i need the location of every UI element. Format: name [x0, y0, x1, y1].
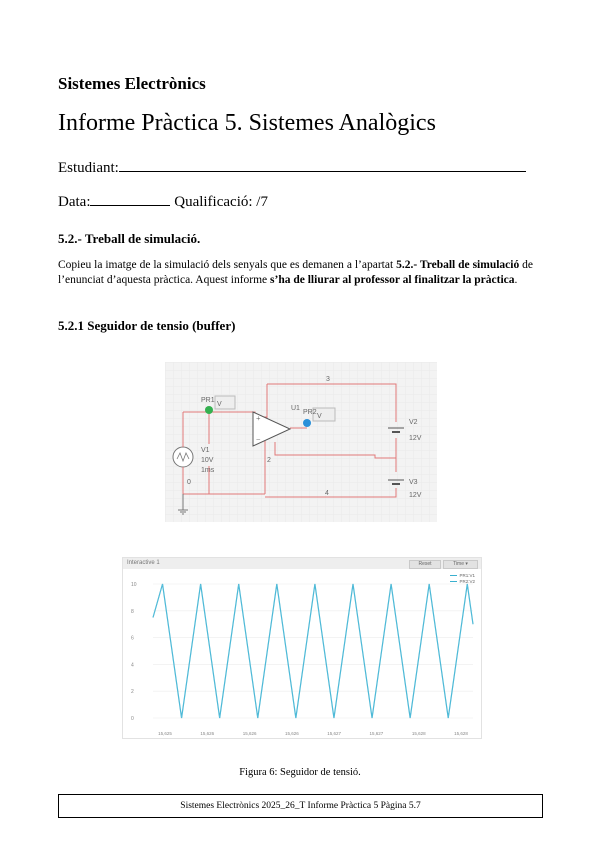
- opamp-label: U1: [291, 405, 300, 412]
- series-line-2: [153, 584, 473, 718]
- x-tick-label: 15,628: [411, 731, 426, 736]
- y-tick-label: 4: [131, 662, 134, 669]
- probe1-icon[interactable]: [205, 406, 213, 414]
- v3-name: V3: [409, 479, 418, 486]
- y-tick-label: 6: [131, 635, 134, 642]
- plot-title: Interactive 1: [127, 560, 160, 566]
- simulation-plot: [122, 557, 482, 739]
- section-heading: 5.2.- Treball de simulació.: [58, 231, 201, 246]
- footer-text: Sistemes Electrònics 2025_26_T Informe Pràctica 5 Pàgina 5.7: [180, 801, 421, 811]
- figure-caption: Figura 6: Seguidor de tensió.: [239, 767, 361, 778]
- chevron-down-icon: ▾: [465, 561, 468, 567]
- x-tick-label: 15,626: [200, 731, 215, 736]
- student-label: Estudiant:: [58, 160, 119, 176]
- probe2-label: PR2: [303, 409, 317, 416]
- x-tick-label: 15,628: [454, 731, 468, 736]
- probe1-unit: V: [217, 401, 222, 408]
- x-tick-label: 15,625: [158, 731, 172, 736]
- circuit-schematic: [165, 362, 437, 522]
- time-select-label: Time: [453, 561, 465, 567]
- course-name: Sistemes Electrònics: [58, 74, 206, 93]
- probe2-icon[interactable]: [303, 419, 311, 427]
- x-tick-label: 15,627: [327, 731, 342, 736]
- node0-label: 0: [187, 479, 191, 486]
- plot-svg: [123, 558, 481, 738]
- legend-item-1: PR1:V1: [459, 573, 475, 578]
- opamp-plus: +: [256, 414, 261, 423]
- grade-label: Qualificació:: [174, 194, 253, 210]
- report-title: Informe Pràctica 5. Sistemes Analògics: [58, 110, 436, 136]
- student-field: [58, 160, 526, 177]
- probe2-unit: V: [317, 413, 322, 420]
- opamp-minus: −: [256, 435, 261, 444]
- node2-label: 2: [267, 457, 271, 464]
- probe1-label: PR1: [201, 397, 215, 404]
- v2-name: V2: [409, 419, 418, 426]
- para-bold-2: s’ha de lliurar al professor al finalitzar la pràctica: [270, 273, 515, 286]
- para-bold-1: 5.2.- Treball de simulació: [396, 259, 520, 271]
- y-tick-label: 0: [131, 716, 134, 722]
- student-blank[interactable]: [119, 171, 526, 172]
- grade-suffix: /7: [256, 194, 268, 210]
- v1-name: V1: [201, 447, 210, 454]
- date-blank[interactable]: [90, 205, 170, 206]
- y-tick-label: 8: [131, 608, 134, 615]
- x-tick-label: 15,627: [369, 731, 384, 736]
- date-label: Data:: [58, 194, 91, 210]
- series-line-1: [153, 584, 473, 718]
- node3-label: 3: [326, 376, 330, 383]
- circuit-svg: [165, 362, 437, 522]
- x-tick-label: 15,626: [284, 731, 299, 736]
- x-tick-label: 15,626: [242, 731, 257, 736]
- v2-value: 12V: [409, 435, 422, 442]
- page-footer: [58, 794, 543, 818]
- date-grade-field: [58, 194, 268, 211]
- para-text-3: .: [514, 273, 518, 286]
- node4-label: 4: [325, 490, 329, 497]
- legend-item-2: PR2:V2: [459, 579, 475, 584]
- v1-period: 1ms: [201, 467, 215, 474]
- v3-value: 12V: [409, 492, 422, 499]
- subsection-heading: 5.2.1 Seguidor de tensio (buffer): [58, 318, 236, 333]
- reset-button[interactable]: Reset: [409, 560, 441, 569]
- instructions-paragraph: [58, 258, 533, 287]
- para-text-2: de l’enunciat d’aquesta pràctica. Aquest informe: [58, 259, 533, 286]
- y-tick-label: 10: [131, 582, 137, 588]
- para-text-1: Copieu la imatge de la simulació dels senyals que es demanen a l’apartat: [58, 259, 397, 271]
- v1-amplitude: 10V: [201, 457, 214, 464]
- y-tick-label: 2: [131, 689, 134, 696]
